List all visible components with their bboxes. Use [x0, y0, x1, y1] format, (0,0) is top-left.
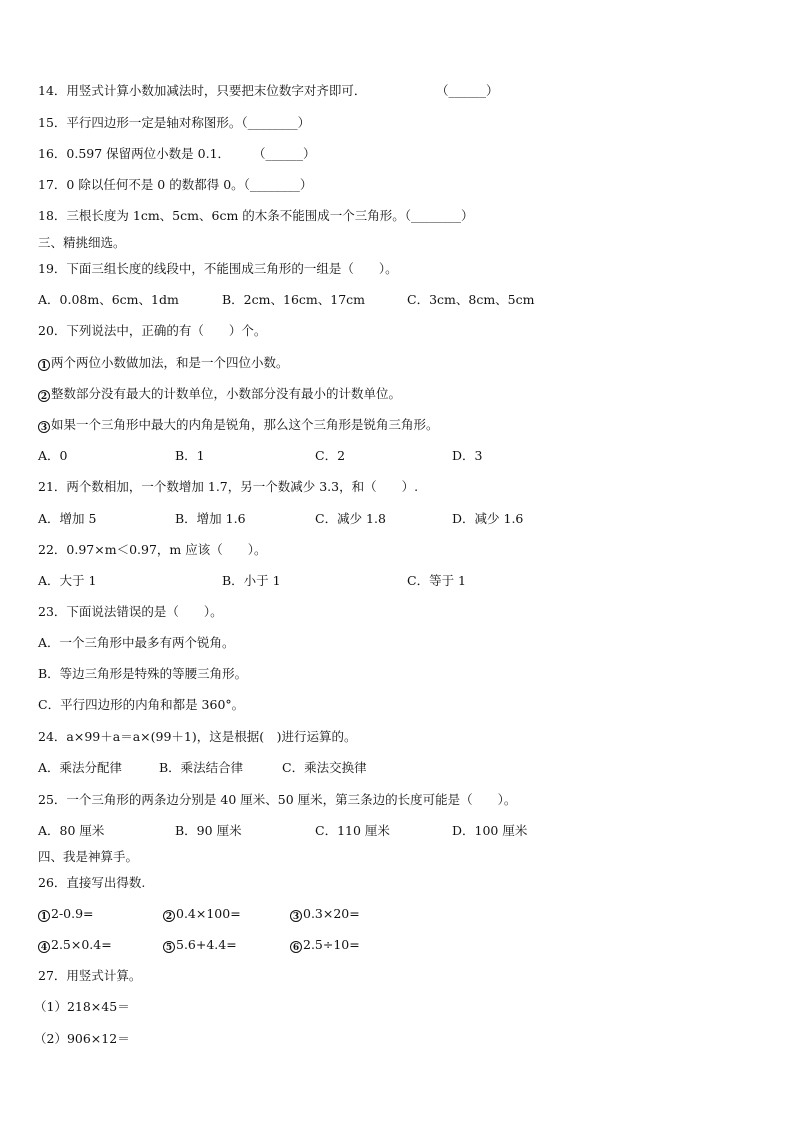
- option-c[interactable]: C．等于 1: [407, 573, 466, 588]
- option-b[interactable]: B．乘法结合律: [159, 760, 244, 775]
- calc-item-2: [163, 906, 241, 922]
- answer-blank[interactable]: （______）: [436, 83, 499, 98]
- question-16: [38, 146, 774, 162]
- question-17: [38, 177, 774, 193]
- question-27-part-1: [34, 999, 774, 1015]
- question-22: [38, 542, 774, 558]
- question-text: 19．下面三组长度的线段中，不能围成三角形的一组是（ ）。: [38, 261, 398, 276]
- option-text: C．平行四边形的内角和都是 360°。: [38, 697, 245, 712]
- option-a[interactable]: A．大于 1: [38, 573, 97, 588]
- option-c[interactable]: C．乘法交换律: [282, 760, 367, 775]
- statement-text: 如果一个三角形中最大的内角是锐角，那么这个三角形是锐角三角形。: [51, 417, 439, 432]
- calc-expression: 0.3×20=: [303, 906, 360, 921]
- question-19: [38, 261, 774, 277]
- option-a[interactable]: A．乘法分配律: [38, 760, 123, 775]
- question-text: 18．三根长度为 1cm、5cm、6cm 的木条不能围成一个三角形。（________）: [38, 208, 474, 223]
- calc-expression: 5.6+4.4=: [176, 937, 237, 952]
- question-text: 21．两个数相加，一个数增加 1.7，另一个数减少 3.3，和（ ）.: [38, 479, 419, 494]
- question-21: [38, 479, 774, 495]
- question-text: 26．直接写出得数.: [38, 875, 146, 890]
- question-24: [38, 729, 774, 745]
- option-d[interactable]: D．3: [452, 448, 483, 463]
- question-text: 22．0.97×m＜0.97，m 应该（ ）。: [38, 542, 267, 557]
- circled-number: 1: [38, 910, 50, 922]
- circled-number: 1: [38, 359, 50, 371]
- option-c[interactable]: C．110 厘米: [315, 823, 390, 838]
- section-heading-4: [38, 849, 774, 865]
- statement-3: [38, 417, 774, 433]
- answer-blank[interactable]: （______）: [253, 146, 316, 161]
- circled-number: 6: [290, 941, 302, 953]
- option-c[interactable]: C．减少 1.8: [315, 511, 386, 526]
- option-a[interactable]: A．增加 5: [38, 511, 97, 526]
- question-text: 15．平行四边形一定是轴对称图形。（________）: [38, 115, 311, 130]
- question-23-option-b[interactable]: [38, 666, 774, 682]
- question-18: [38, 208, 774, 224]
- calc-item-4: [38, 937, 112, 953]
- circled-number: 3: [38, 421, 50, 433]
- calc-item-5: [163, 937, 237, 953]
- section-title: 三、精挑细选。: [38, 235, 126, 250]
- option-d[interactable]: D．100 厘米: [452, 823, 528, 838]
- question-25: [38, 792, 774, 808]
- option-b[interactable]: B．90 厘米: [175, 823, 242, 838]
- circled-number: 2: [38, 390, 50, 402]
- statement-1: [38, 355, 774, 371]
- statement-text: 两个两位小数做加法，和是一个四位小数。: [51, 355, 289, 370]
- option-d[interactable]: D．减少 1.6: [452, 511, 524, 526]
- calc-item-6: [290, 937, 360, 953]
- option-b[interactable]: B．小于 1: [222, 573, 281, 588]
- option-a[interactable]: A．80 厘米: [38, 823, 105, 838]
- question-23: [38, 604, 774, 620]
- option-b[interactable]: B．1: [175, 448, 205, 463]
- section-title: 四、我是神算手。: [38, 849, 139, 864]
- question-text: 14．用竖式计算小数加减法时，只要把末位数字对齐即可．: [38, 83, 367, 98]
- calc-expression: 2.5×0.4=: [51, 937, 112, 952]
- question-text: 17．0 除以任何不是 0 的数都得 0。（________）: [38, 177, 313, 192]
- question-text: 16．0.597 保留两位小数是 0.1．: [38, 146, 231, 161]
- question-23-option-c[interactable]: [38, 697, 774, 713]
- question-27: [38, 968, 774, 984]
- calc-expression: 0.4×100=: [176, 906, 241, 921]
- option-b[interactable]: B．增加 1.6: [175, 511, 246, 526]
- calc-item-3: [290, 906, 360, 922]
- option-text: B．等边三角形是特殊的等腰三角形。: [38, 666, 248, 681]
- calc-expression: （2）906×12＝: [34, 1031, 130, 1046]
- question-text: 23．下面说法错误的是（ ）。: [38, 604, 223, 619]
- question-text: 27．用竖式计算。: [38, 968, 142, 983]
- option-b[interactable]: B．2cm、16cm、17cm: [222, 292, 366, 307]
- question-14: [38, 83, 774, 99]
- option-a[interactable]: A．0.08m、6cm、1dm: [38, 292, 179, 307]
- option-c[interactable]: C．2: [315, 448, 346, 463]
- question-15: [38, 115, 774, 131]
- option-text: A．一个三角形中最多有两个锐角。: [38, 635, 235, 650]
- circled-number: 5: [163, 941, 175, 953]
- question-26: [38, 875, 774, 891]
- calc-expression: （1）218×45＝: [34, 999, 130, 1014]
- question-23-option-a[interactable]: [38, 635, 774, 651]
- question-20: [38, 323, 774, 339]
- circled-number: 2: [163, 910, 175, 922]
- question-text: 24．a×99＋a＝a×(99＋1)，这是根据( )进行运算的。: [38, 729, 357, 744]
- option-c[interactable]: C．3cm、8cm、5cm: [407, 292, 535, 307]
- statement-text: 整数部分没有最大的计数单位，小数部分没有最小的计数单位。: [51, 386, 402, 401]
- section-heading-3: [38, 235, 774, 251]
- statement-2: [38, 386, 774, 402]
- question-text: 25．一个三角形的两条边分别是 40 厘米、50 厘米，第三条边的长度可能是（ ）。: [38, 792, 517, 807]
- calc-expression: 2-0.9=: [51, 906, 94, 921]
- circled-number: 3: [290, 910, 302, 922]
- circled-number: 4: [38, 941, 50, 953]
- calc-item-1: [38, 906, 94, 922]
- question-27-part-2: [34, 1031, 774, 1047]
- question-text: 20．下列说法中，正确的有（ ）个。: [38, 323, 267, 338]
- option-a[interactable]: A．0: [38, 448, 68, 463]
- calc-expression: 2.5÷10=: [303, 937, 360, 952]
